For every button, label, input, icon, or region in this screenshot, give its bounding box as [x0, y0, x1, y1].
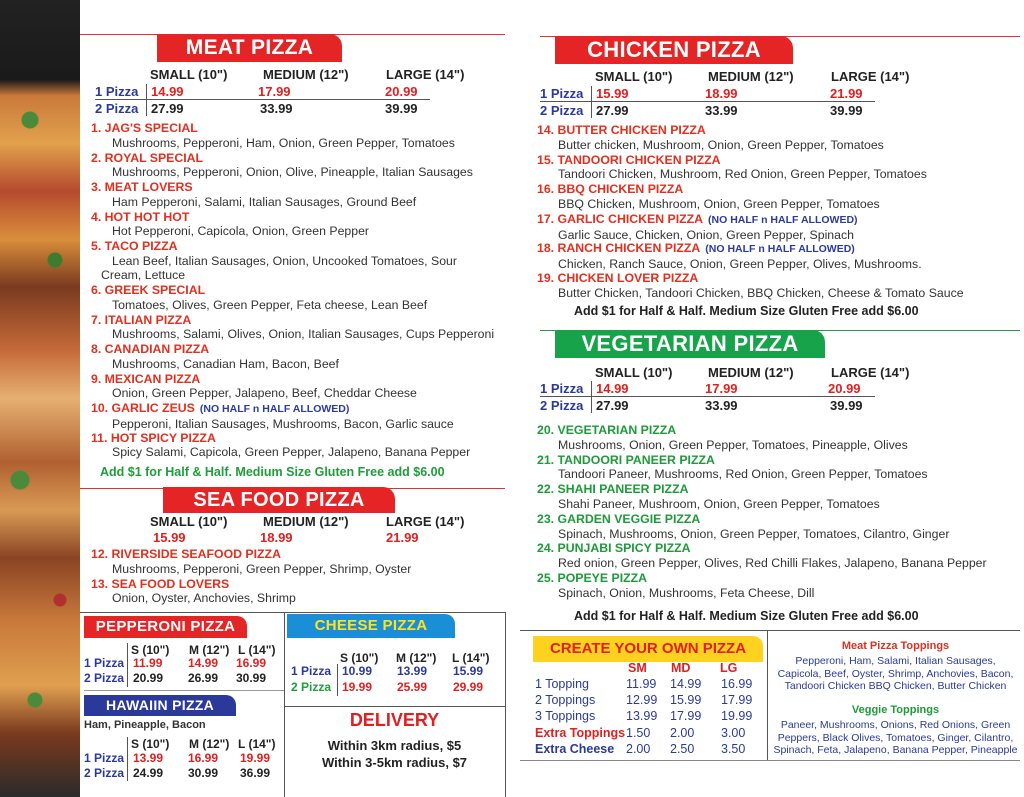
- create-price: 15.99: [670, 693, 702, 708]
- menu-item: [537, 541, 987, 570]
- menu-item-name: 22. SHAHI PANEER PIZZA: [537, 482, 689, 497]
- chicken-add-note: Add $1 for Half & Half. Medium Size Gluten Free add $6.00: [574, 304, 919, 318]
- menu-item: [91, 547, 411, 576]
- menu-item-desc: Lean Beef, Italian Sausages, Onion, Uncooked Tomatoes, Sour: [112, 253, 457, 268]
- menu-item-name: 21. TANDOORI PANEER PIZZA: [537, 452, 715, 467]
- hawaiin-row-1: 1 Pizza 13.99 16.99 19.99: [84, 751, 271, 765]
- veg-pizza-title: VEGETARIAN PIZZA: [555, 330, 825, 358]
- topping-line: Paneer, Mushrooms, Onions, Red Onions, Green: [780, 719, 1011, 731]
- create-price: 3.00: [721, 725, 746, 740]
- section-rule: [80, 612, 505, 613]
- pepperoni-pizza-title: PEPPERONI PIZZA: [84, 616, 247, 638]
- create-your-own-title: CREATE YOUR OWN PIZZA: [533, 636, 763, 662]
- menu-item: [91, 313, 494, 342]
- delivery-title: DELIVERY: [349, 710, 440, 730]
- menu-item: [537, 571, 814, 600]
- menu-item-note: (NO HALF n HALF ALLOWED): [199, 403, 350, 416]
- meat-toppings-title: Meat Pizza Toppings: [841, 640, 950, 652]
- create-price: 14.99: [670, 677, 702, 691]
- create-price: 1.50: [626, 725, 651, 740]
- topping-line: Pepperoni, Ham, Salami, Italian Sausages,: [795, 655, 996, 667]
- section-rule: [284, 706, 505, 707]
- meat-pizza-title: MEAT PIZZA: [157, 34, 342, 62]
- topping-line: Tandoori Chicken BBQ Chicken, Butter Chicken: [784, 680, 1007, 692]
- menu-item-desc: Hot Pepperoni, Capicola, Onion, Green Pepper: [112, 224, 370, 239]
- menu-item-desc: Shahi Paneer, Mushroom, Onion, Green Pepper, Tomatoes: [558, 496, 880, 511]
- menu-item-name: 9. MEXICAN PIZZA: [91, 371, 201, 386]
- menu-item: [91, 431, 470, 460]
- cheese-row-2: 2 Pizza 19.99 25.99 29.99: [291, 680, 484, 694]
- menu-item-name: 2. ROYAL SPECIAL: [91, 150, 204, 165]
- menu-item-desc: Tomatoes, Olives, Green Pepper, Feta cheese, Lean Beef: [112, 297, 428, 312]
- price-rule: [591, 381, 592, 413]
- create-price: 2.00: [626, 741, 651, 756]
- menu-item: [91, 372, 417, 401]
- menu-item-name: 19. CHICKEN LOVER PIZZA: [537, 271, 699, 285]
- menu-item-name: 11. HOT SPICY PIZZA: [91, 430, 216, 445]
- menu-item: [537, 423, 908, 452]
- menu-item: [91, 210, 369, 239]
- topping-line: Spinach, Feta, Jalapeno, Banana Pepper, Pineapple: [773, 744, 1018, 756]
- veg-add-note: Add $1 for Half & Half. Medium Size Gluten Free add $6.00: [574, 609, 919, 623]
- menu-item: [91, 577, 296, 606]
- menu-item-name: 20. VEGETARIAN PIZZA: [537, 423, 677, 437]
- cheese-row-1: 1 Pizza 10.99 13.99 15.99: [291, 664, 484, 678]
- menu-item-desc: Red onion, Green Pepper, Olives, Red Chilli Flakes, Jalapeno, Banana Pepper: [558, 556, 987, 571]
- menu-item-desc: Mushrooms, Canadian Ham, Bacon, Beef: [112, 356, 339, 371]
- create-cols: SM MD LG: [628, 661, 738, 675]
- menu-item-name: 16. BBQ CHICKEN PIZZA: [537, 182, 684, 197]
- menu-item-desc: Tandoori Paneer, Mushrooms, Red Onion, Green Pepper, Tomatoes: [558, 467, 928, 482]
- price-rule: [127, 737, 128, 781]
- create-price: 17.99: [670, 709, 702, 724]
- menu-item-desc: BBQ Chicken, Mushroom, Onion, Green Pepper, Tomatoes: [558, 196, 880, 211]
- menu-item: [91, 283, 427, 312]
- menu-item: [537, 512, 949, 541]
- delivery-line-1: Within 3km radius, $5: [327, 738, 462, 753]
- menu-item-name: 17. GARLIC CHICKEN PIZZA: [537, 211, 704, 226]
- create-price: 2.00: [670, 725, 695, 740]
- menu-item-name: 3. MEAT LOVERS: [91, 180, 193, 194]
- veg-toppings-title: Veggie Toppings: [851, 704, 940, 716]
- menu-item-desc: Mushrooms, Onion, Green Pepper, Tomatoes, Pineapple, Olives: [558, 437, 908, 452]
- chicken-pizza-title: CHICKEN PIZZA: [555, 36, 793, 64]
- menu-item-desc: Mushrooms, Pepperoni, Ham, Onion, Green Pepper, Tomatoes: [112, 135, 455, 150]
- hawaiin-row-2: 2 Pizza 24.99 30.99 36.99: [84, 766, 271, 780]
- menu-item-name: 10. GARLIC ZEUS: [91, 401, 195, 416]
- create-row-label: Extra Toppings: [535, 725, 626, 740]
- menu-item-name: 12. RIVERSIDE SEAFOOD PIZZA: [91, 547, 281, 561]
- section-rule: [520, 630, 1020, 631]
- menu-item: [537, 241, 922, 271]
- create-price: 2.50: [670, 741, 695, 756]
- menu-item-desc: Ham Pepperoni, Salami, Italian Sausages, Ground Beef: [112, 194, 417, 209]
- menu-item-name: 24. PUNJABI SPICY PIZZA: [537, 541, 691, 556]
- pepperoni-row-2: 2 Pizza 20.99 26.99 30.99: [84, 671, 267, 685]
- hawaiin-size-header: S (10") M (12") L (14"): [131, 737, 276, 751]
- menu-item: [91, 401, 454, 431]
- menu-item-name: 7. ITALIAN PIZZA: [91, 312, 192, 327]
- pepperoni-size-header: S (10") M (12") L (14"): [131, 643, 276, 657]
- price-rule: [127, 643, 128, 687]
- seafood-pizza-title: SEA FOOD PIZZA: [163, 487, 395, 513]
- menu-item: [91, 151, 473, 180]
- menu-item-name: 8. CANADIAN PIZZA: [91, 342, 210, 357]
- menu-item-desc: Pepperoni, Italian Sausages, Mushrooms, Bacon, Garlic sauce: [112, 416, 454, 431]
- create-row-label: 2 Toppings: [535, 693, 596, 708]
- menu-item-desc: Onion, Green Pepper, Jalapeno, Beef, Cheddar Cheese: [112, 386, 417, 401]
- menu-item: [537, 212, 858, 242]
- menu-item-desc: Tandoori Chicken, Mushroom, Red Onion, Green Pepper, Tomatoes: [558, 167, 927, 182]
- menu-item-desc: Butter Chicken, Tandoori Chicken, BBQ Chicken, Cheese & Tomato Sauce: [558, 285, 964, 300]
- hawaiin-pizza-title: HAWAIIN PIZZA: [84, 695, 236, 716]
- menu-item: [91, 121, 455, 150]
- section-rule: [520, 760, 1020, 761]
- create-price: 3.50: [721, 741, 746, 756]
- create-row: [535, 709, 765, 723]
- cheese-size-header: S (10") M (12") L (14"): [340, 651, 490, 665]
- meat-add-note: Add $1 for Half & Half. Medium Size Gluten Free add $6.00: [100, 465, 445, 479]
- menu-item: [537, 182, 880, 211]
- create-price: 16.99: [721, 677, 753, 691]
- menu-item-desc: Cream, Lettuce: [101, 268, 186, 283]
- menu-item: [537, 482, 880, 511]
- menu-item-name: 15. TANDOORI CHICKEN PIZZA: [537, 152, 721, 167]
- menu-item-name: 18. RANCH CHICKEN PIZZA: [537, 241, 701, 256]
- menu-item: [537, 453, 928, 482]
- menu-item-note: (NO HALF n HALF ALLOWED): [708, 213, 858, 226]
- menu-item-desc: Spinach, Mushrooms, Onion, Green Pepper, Tomatoes, Cilantro, Ginger: [558, 526, 950, 541]
- menu-item-desc: Garlic Sauce, Chicken, Onion, Green Pepper, Spinach: [558, 227, 854, 242]
- menu-item-desc: Mushrooms, Pepperoni, Onion, Olive, Pineapple, Italian Sausages: [112, 165, 473, 180]
- menu-item-name: 13. SEA FOOD LOVERS: [91, 576, 230, 591]
- menu-item-desc: Spinach, Onion, Mushrooms, Feta Cheese, Dill: [558, 585, 815, 600]
- menu-item-name: 5. TACO PIZZA: [91, 239, 178, 253]
- topping-line: Peppers, Black Olives, Tomatoes, Ginger, Cilantro,: [777, 731, 1014, 744]
- menu-item: [537, 153, 927, 182]
- pepperoni-row-1: 1 Pizza 11.99 14.99 16.99: [84, 656, 267, 670]
- menu-item: [91, 342, 339, 371]
- menu-item-name: 23. GARDEN VEGGIE PIZZA: [537, 511, 701, 526]
- menu-item-desc: Onion, Oyster, Anchovies, Shrimp: [112, 591, 296, 606]
- create-row-label: 3 Toppings: [535, 709, 596, 724]
- menu-item: [91, 239, 457, 283]
- section-rule: [84, 690, 284, 691]
- create-row-label: 1 Topping: [535, 677, 589, 691]
- menu-item-note: (NO HALF n HALF ALLOWED): [705, 243, 855, 256]
- delivery-line-2: Within 3-5km radius, $7: [321, 755, 468, 770]
- menu-item-name: 25. POPEYE PIZZA: [537, 571, 648, 585]
- cheese-pizza-title: CHEESE PIZZA: [287, 614, 455, 638]
- menu-item-desc: Butter chicken, Mushroom, Onion, Green Pepper, Tomatoes: [558, 137, 884, 152]
- create-price: 17.99: [721, 693, 753, 708]
- price-rule: [591, 86, 592, 118]
- create-price: 13.99: [626, 709, 658, 724]
- menu-item: [91, 180, 416, 209]
- pizza-photo-strip: [0, 0, 80, 797]
- menu-item: [537, 271, 964, 300]
- menu-item: [537, 123, 884, 152]
- create-row: [535, 693, 765, 707]
- section-rule: [505, 612, 506, 797]
- menu-item-desc: Mushrooms, Pepperoni, Green Pepper, Shrimp, Oyster: [112, 561, 412, 576]
- create-row: [535, 677, 765, 691]
- price-rule: [146, 84, 147, 116]
- hawaiin-desc: Ham, Pineapple, Bacon: [84, 719, 206, 731]
- create-price: 12.99: [626, 693, 658, 708]
- create-row: [535, 726, 765, 740]
- menu-item-name: 1. JAG'S SPECIAL: [91, 121, 198, 135]
- create-price: 19.99: [721, 709, 753, 724]
- menu-item-desc: Mushrooms, Salami, Olives, Onion, Italian Sausages, Cups Pepperoni: [112, 327, 495, 342]
- price-rule: [337, 664, 338, 696]
- menu-item-desc: Spicy Salami, Capicola, Green Pepper, Jalapeno, Banana Pepper: [112, 445, 471, 460]
- create-row-label: Extra Cheese: [535, 741, 615, 756]
- menu-item-name: 14. BUTTER CHICKEN PIZZA: [537, 123, 706, 137]
- menu-item-name: 4. HOT HOT HOT: [91, 209, 190, 224]
- create-row: [535, 742, 765, 756]
- topping-line: Capicola, Beef, Oyster, Shrimp, Anchovies, Bacon,: [777, 667, 1014, 680]
- create-price: 11.99: [626, 677, 657, 691]
- menu-item-desc: Chicken, Ranch Sauce, Onion, Green Pepper, Olives, Mushrooms.: [558, 257, 922, 272]
- menu-item-name: 6. GREEK SPECIAL: [91, 283, 206, 298]
